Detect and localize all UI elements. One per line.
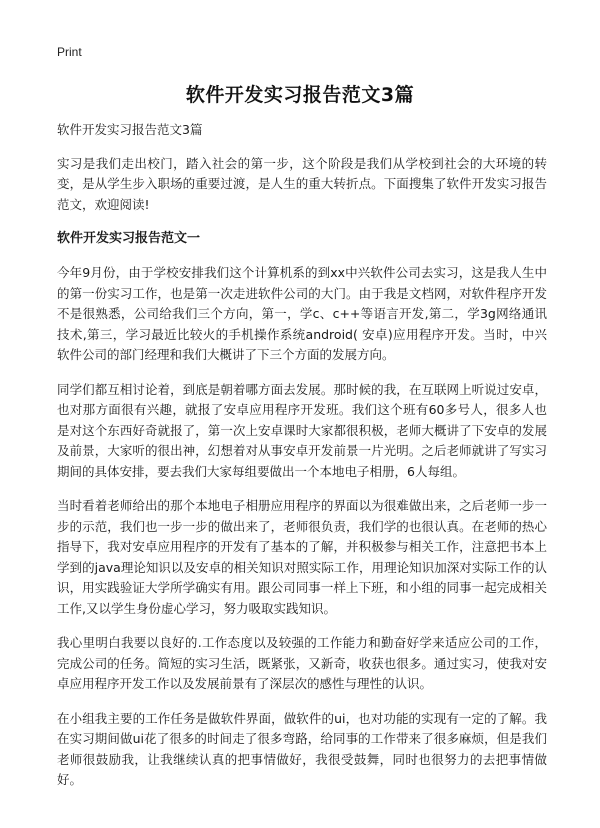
body-paragraph: 同学们都互相讨论着，到底是朝着哪方面去发展。那时候的我，在互联网上听说过安卓，也对那方面很有兴趣，就报了安卓应用程序开发班。我们这个班有60多号人，很多人也是对这个东西好奇就报了，第一次上安卓课时大家都很积极，老师大概讲了下安卓的发展及前景，大家听的很出神，幻想着对从事安卓开发前景一片光明。之后老师就讲了写实习期间的具体安排，要去我们大家每组要做出一个本地电子相册，6人每组。 (57, 381, 547, 479)
section-heading: 软件开发实习报告范文一 (57, 231, 201, 246)
body-paragraph: 在小组我主要的工作任务是做软件界面，做软件的ui，也对功能的实现有一定的了解。我在实习期间做ui花了很多的时间走了很多弯路，给同事的工作带来了很多麻烦，但是我们老师很鼓励我，让我继续认真的把事情做好，我很受鼓舞，同时也很努力的去把事情做好。 (57, 710, 547, 787)
document-body (57, 120, 547, 805)
body-paragraph: 我心里明白我要以良好的.工作态度以及较强的工作能力和勤奋好学来适应公司的工作，完成公司的任务。简短的实习生活，既紧张，又新奇，收获也很多。通过实习，使我对安卓应用程序开发工作以及发展前景有了深层次的感性与理性的认识。 (57, 635, 547, 691)
document-title: 软件开发实习报告范文3篇 (185, 84, 415, 106)
document-subtitle: 软件开发实习报告范文3篇 (57, 122, 203, 137)
body-paragraph: 当时看着老师给出的那个本地电子相册应用程序的界面以为很难做出来，之后老师一步一步的示范，我们也一步一步的做出来了，老师很负责，我们学的也很认真。在老师的热心指导下，我对安卓应用程序的开发有了基本的了解，并积极参与相关工作，注意把书本上学到的java理论知识以及安卓的相关知识对照实际工作，用理论知识加深对实际工作的认识，用实践验证大学所学确实有用。跟公司同事一样上下班，和小组的同事一起完成相关工作,又以学生身份虚心学习，努力吸取实践知识。 (57, 498, 547, 616)
body-paragraph: 今年9月份，由于学校安排我们这个计算机系的到xx中兴软件公司去实习，这是我人生中的第一份实习工作，也是第一次走进软件公司的大门。由于我是文档网，对软件程序开发不是很熟悉，公司给我们三个方向，第一，学c、c++等语言开发,第二，学3g网络通讯技术,第三，学习最近比较火的手机操作系统android( 安卓)应用程序开发。当时，中兴软件公司的部门经理和我们大概讲了下三个方面的发展方向。 (57, 265, 547, 362)
print-link[interactable]: Print (57, 45, 82, 59)
intro-paragraph: 实习是我们走出校门，踏入社会的第一步，这个阶段是我们从学校到社会的大环境的转变，是从学生步入职场的重要过渡，是人生的重大转折点。下面搜集了软件开发实习报告范文，欢迎阅读! (57, 155, 547, 212)
